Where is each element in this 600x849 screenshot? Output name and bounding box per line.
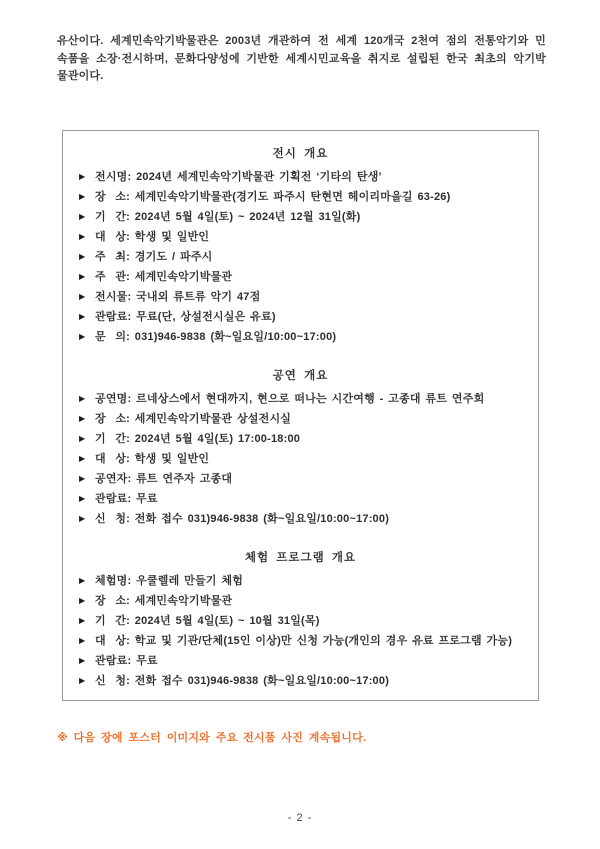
list-item-text: 문 의: 031)946-9838 (화~일요일/10:00~17:00) — [95, 331, 337, 343]
list-item-text: 기 간: 2024년 5월 4일(토) ~ 10월 31일(목) — [95, 615, 320, 627]
info-box — [62, 130, 539, 701]
list-item-text: 신 청: 전화 접수 031)946-9838 (화~일요일/10:00~17:00) — [95, 675, 390, 687]
list-item-text: 관람료: 무료 — [95, 493, 158, 505]
list-item — [79, 409, 522, 429]
list-item-text: 대 상: 학교 및 기관/단체(15인 이상)만 신청 가능(개인의 경우 유료 프로그램 가능) — [95, 635, 513, 647]
list-item — [79, 227, 522, 247]
bullet-icon: ▶ — [79, 252, 86, 261]
list-item-text: 체험명: 우쿨렐레 만들기 체험 — [95, 575, 244, 587]
bullet-icon: ▶ — [79, 232, 86, 241]
list-item-text: 대 상: 학생 및 일반인 — [95, 453, 210, 465]
list-item — [79, 449, 522, 469]
list-item — [79, 167, 522, 187]
list-item-text: 전시물: 국내외 류트류 악기 47점 — [95, 291, 261, 303]
bullet-icon: ▶ — [79, 172, 86, 181]
list-item-text: 주 최: 경기도 / 파주시 — [95, 251, 213, 263]
section-1 — [79, 367, 522, 529]
list-item — [79, 429, 522, 449]
bullet-icon: ▶ — [79, 474, 86, 483]
bullet-icon: ▶ — [79, 434, 86, 443]
list-item — [79, 287, 522, 307]
list-item-text: 전시명: 2024년 세계민속악기박물관 기획전 ‘기타의 탄생’ — [95, 171, 382, 183]
bullet-icon: ▶ — [79, 312, 86, 321]
section-2 — [79, 549, 522, 691]
list-item — [79, 631, 522, 651]
list-item — [79, 267, 522, 287]
bullet-icon: ▶ — [79, 192, 86, 201]
bullet-icon: ▶ — [79, 676, 86, 685]
bullet-icon: ▶ — [79, 616, 86, 625]
list-item-text: 공연명: 르네상스에서 현대까지, 현으로 떠나는 시간여행 - 고종대 류트 연주회 — [95, 393, 485, 405]
list-item-text: 관람료: 무료 — [95, 655, 158, 667]
list-item-text: 관람료: 무료(단, 상설전시실은 유료) — [95, 311, 276, 323]
bullet-icon: ▶ — [79, 272, 86, 281]
list-item — [79, 469, 522, 489]
bullet-icon: ▶ — [79, 292, 86, 301]
bullet-icon: ▶ — [79, 576, 86, 585]
intro-paragraph: 유산이다. 세계민속악기박물관은 2003년 개관하여 전 세계 120개국 2천여 점의 전통악기와 민속품을 소장·전시하며, 문화다양성에 기반한 세계시민교육을 취지로 설립된 한국 최초의 악기박물관이다. — [57, 35, 546, 82]
bullet-icon: ▶ — [79, 332, 86, 341]
list-item-text: 기 간: 2024년 5월 4일(토) ~ 2024년 12월 31일(화) — [95, 211, 361, 223]
bullet-icon: ▶ — [79, 212, 86, 221]
list-item — [79, 671, 522, 691]
bullet-icon: ▶ — [79, 636, 86, 645]
bullet-icon: ▶ — [79, 514, 86, 523]
list-item — [79, 327, 522, 347]
list-item-text: 장 소: 세계민속악기박물관(경기도 파주시 탄현면 헤이리마을길 63-26) — [95, 191, 451, 203]
list-item-text: 주 관: 세계민속악기박물관 — [95, 271, 233, 283]
list-item-text: 장 소: 세계민속악기박물관 — [95, 595, 233, 607]
bullet-icon: ▶ — [79, 656, 86, 665]
list-item — [79, 571, 522, 591]
list-item — [79, 187, 522, 207]
bullet-icon: ▶ — [79, 394, 86, 403]
list-item — [79, 207, 522, 227]
section-title: 체험 프로그램 개요 — [244, 552, 357, 564]
list-item-text: 기 간: 2024년 5월 4일(토) 17:00-18:00 — [95, 433, 301, 445]
list-item — [79, 611, 522, 631]
page-number: - 2 - — [287, 812, 313, 824]
list-item-text: 공연자: 류트 연주자 고종대 — [95, 473, 233, 485]
list-item-text: 신 청: 전화 접수 031)946-9838 (화~일요일/10:00~17:00) — [95, 513, 390, 525]
bullet-icon: ▶ — [79, 414, 86, 423]
list-item — [79, 489, 522, 509]
bullet-icon: ▶ — [79, 494, 86, 503]
list-item — [79, 651, 522, 671]
list-item — [79, 307, 522, 327]
footnote: ※ 다음 장에 포스터 이미지와 주요 전시품 사진 계속됩니다. — [57, 732, 367, 744]
section-title: 전시 개요 — [272, 148, 329, 160]
bullet-icon: ▶ — [79, 596, 86, 605]
list-item-text: 대 상: 학생 및 일반인 — [95, 231, 210, 243]
bullet-icon: ▶ — [79, 454, 86, 463]
section-title: 공연 개요 — [272, 370, 329, 382]
section-0 — [79, 145, 522, 347]
list-item-text: 장 소: 세계민속악기박물관 상설전시실 — [95, 413, 292, 425]
list-item — [79, 591, 522, 611]
list-item — [79, 509, 522, 529]
list-item — [79, 247, 522, 267]
list-item — [79, 389, 522, 409]
